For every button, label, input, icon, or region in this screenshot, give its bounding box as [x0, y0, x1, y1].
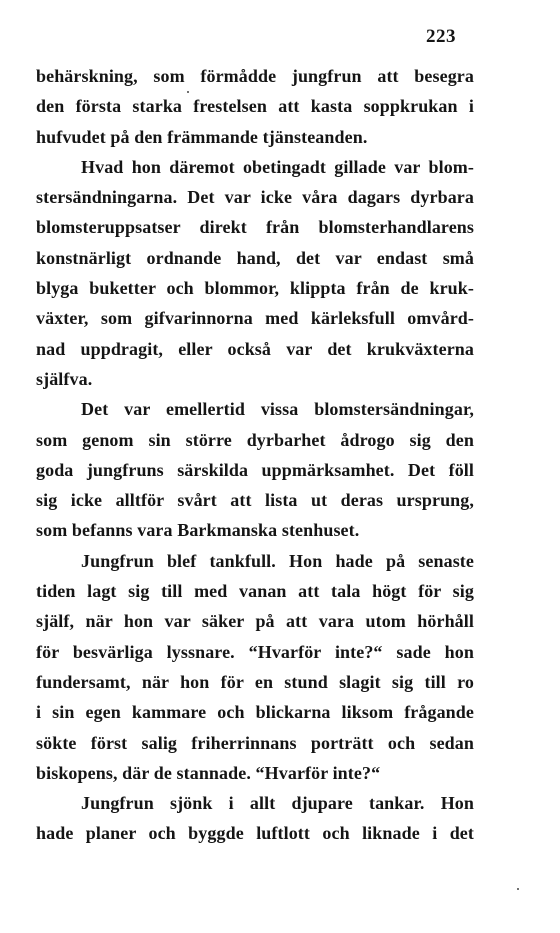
text-line: sig icke alltför svårt att lista ut deras ursprung, — [36, 490, 474, 511]
text-line: i sin egen kammare och blickarna liksom frågande — [36, 702, 474, 723]
text-line: hufvudet på den främmande tjänsteanden. — [36, 126, 368, 147]
paragraph-start-line: Hvad hon däremot obetingadt gillade var blom- — [81, 156, 474, 177]
text-line: konstnärligt ordnande hand, det var endast små — [36, 247, 474, 268]
text-line: sökte först salig friherrinnans porträtt och sedan — [36, 732, 474, 753]
text-line: nad uppdragit, eller också var det krukväxterna — [36, 338, 474, 359]
print-speck — [187, 91, 189, 93]
page-number: 223 — [426, 26, 456, 47]
text-line: hade planer och byggde luftlott och liknade i det — [36, 823, 474, 844]
text-line: den första starka frestelsen att kasta soppkrukan i — [36, 96, 474, 117]
text-line: tiden lagt sig till med vanan att tala högt för sig — [36, 581, 474, 602]
text-line: själfva. — [36, 368, 93, 389]
text-line: fundersamt, när hon för en stund slagit sig till ro — [36, 671, 474, 692]
text-line: goda jungfruns särskilda uppmärksamhet. Det föll — [36, 459, 474, 480]
text-line: biskopens, där de stannade. “Hvarför inte?“ — [36, 762, 381, 783]
paragraph-start-line: Det var emellertid vissa blomstersändningar, — [81, 399, 474, 420]
text-line: blyga buketter och blommor, klippta från de kruk- — [36, 278, 474, 299]
text-line: blomsteruppsatser direkt från blomsterhandlarens — [36, 217, 474, 238]
body-text — [36, 61, 474, 849]
text-line: själf, när hon var säker på att vara utom hörhåll — [36, 611, 474, 632]
text-line: som genom sin större dyrbarhet ådrogo sig den — [36, 429, 474, 450]
text-line: för besvärliga lyssnare. “Hvarför inte?“ sade hon — [36, 641, 474, 662]
print-speck — [517, 888, 519, 890]
text-line: växter, som gifvarinnorna med kärleksfull omvård- — [36, 308, 474, 329]
text-line: behärskning, som förmådde jungfrun att besegra — [36, 66, 474, 86]
paragraph-start-line: Jungfrun sjönk i allt djupare tankar. Hon — [81, 793, 474, 814]
text-line: stersändningarna. Det var icke våra dagars dyrbara — [36, 187, 474, 208]
paragraph-start-line: Jungfrun blef tankfull. Hon hade på senaste — [81, 550, 474, 571]
text-line: som befanns vara Barkmanska stenhuset. — [36, 520, 360, 541]
